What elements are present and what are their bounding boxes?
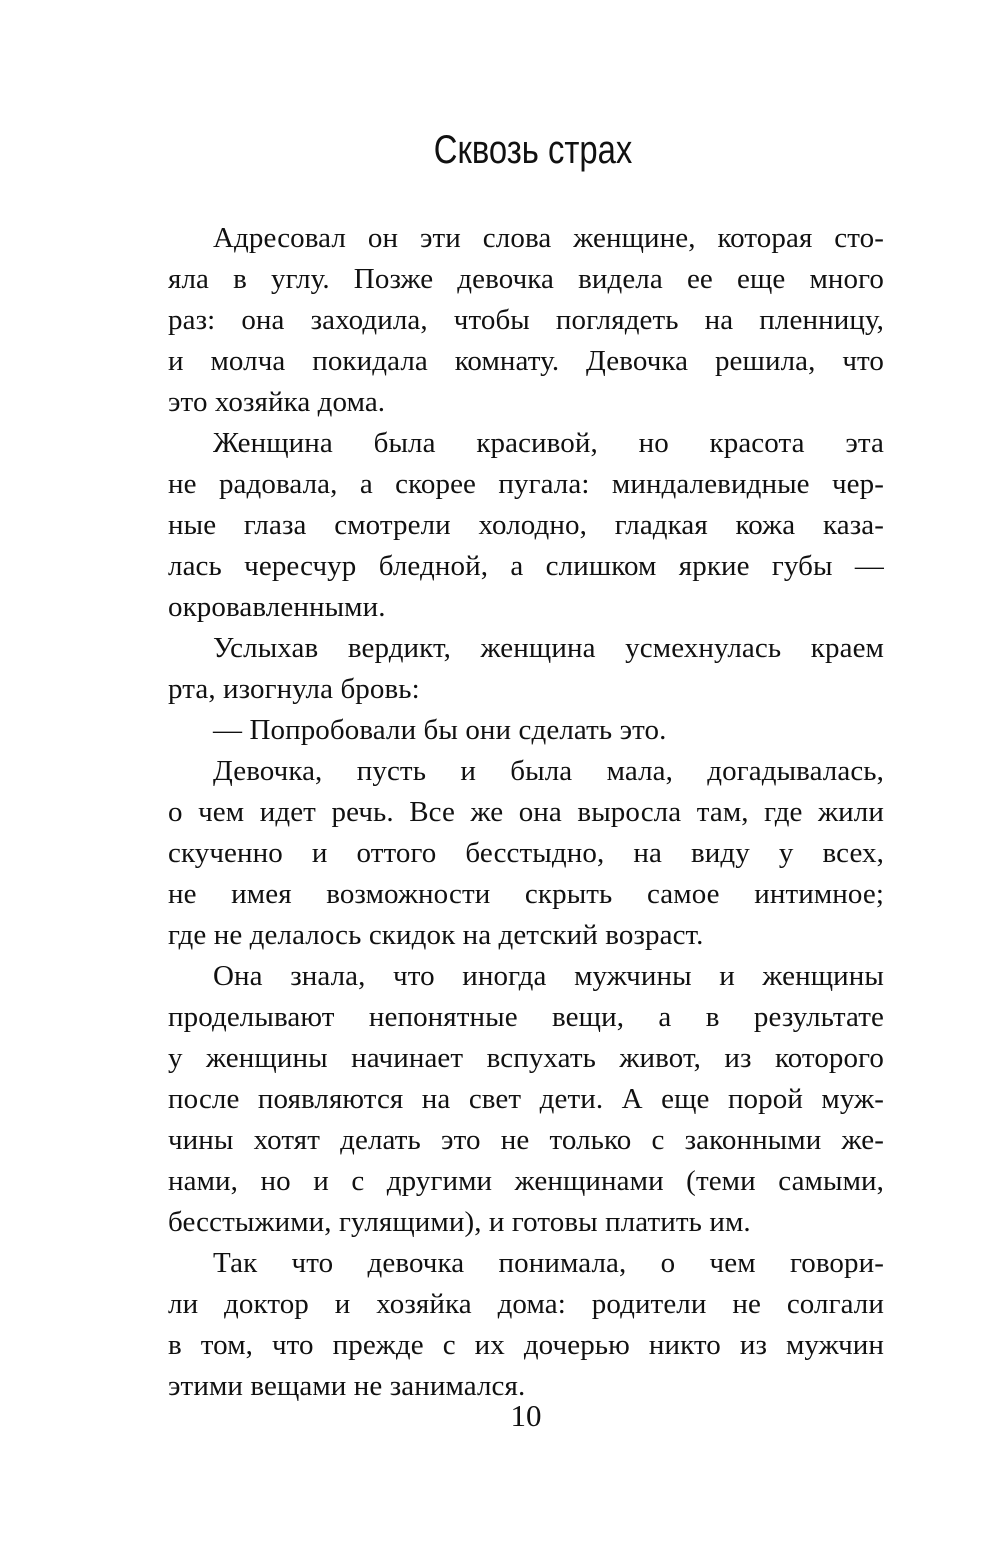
text-line: раз: она заходила, чтобы поглядеть на пленницу, xyxy=(168,304,884,336)
text-line: Девочка, пусть и была мала, догадывалась, xyxy=(213,755,884,787)
text-line: это хозяйка дома. xyxy=(168,386,386,418)
text-line: в том, что прежде с их дочерью никто из мужчин xyxy=(168,1329,884,1361)
text-line: о чем идет речь. Все же она выросла там, где жили xyxy=(168,796,884,828)
text-line: окровавленными. xyxy=(168,591,386,623)
text-line: Так что девочка понимала, о чем говори- xyxy=(213,1247,884,1279)
text-line: бесстыжими, гулящими), и готовы платить им. xyxy=(168,1206,751,1238)
text-line: Адресовал он эти слова женщине, которая сто- xyxy=(213,222,884,254)
text-line: ные глаза смотрели холодно, гладкая кожа каза- xyxy=(168,509,884,541)
text-line: не радовала, а скорее пугала: миндалевидные чер- xyxy=(168,468,884,500)
text-line: не имея возможности скрыть самое интимное; xyxy=(168,878,884,910)
text-line: нами, но и с другими женщинами (теми самыми, xyxy=(168,1165,884,1197)
text-line: после появляются на свет дети. А еще порой муж- xyxy=(168,1083,884,1115)
running-head: Сквозь страх xyxy=(433,128,633,172)
text-line: Женщина была красивой, но красота эта xyxy=(213,427,884,459)
page-number: 10 xyxy=(510,1398,542,1433)
text-line: лась чересчур бледной, а слишком яркие губы — xyxy=(168,550,884,582)
text-line: яла в углу. Позже девочка видела ее еще много xyxy=(168,263,884,295)
text-line: проделывают непонятные вещи, а в результате xyxy=(168,1001,884,1033)
body-text xyxy=(168,218,884,1407)
text-line: этими вещами не занимался. xyxy=(168,1370,526,1402)
text-line: Услыхав вердикт, женщина усмехнулась краем xyxy=(213,632,884,664)
text-line: ли доктор и хозяйка дома: родители не солгали xyxy=(168,1288,884,1320)
text-line: где не делалось скидок на детский возраст. xyxy=(168,919,704,951)
text-line: скученно и оттого бесстыдно, на виду у всех, xyxy=(168,837,884,869)
text-line: у женщины начинает вспухать живот, из которого xyxy=(168,1042,884,1074)
text-line: чины хотят делать это не только с законными же- xyxy=(168,1124,884,1156)
text-line: и молча покидала комнату. Девочка решила, что xyxy=(168,345,884,377)
text-line: — Попробовали бы они сделать это. xyxy=(213,714,667,746)
text-line: рта, изогнула бровь: xyxy=(168,673,420,705)
text-line: Она знала, что иногда мужчины и женщины xyxy=(213,960,884,992)
